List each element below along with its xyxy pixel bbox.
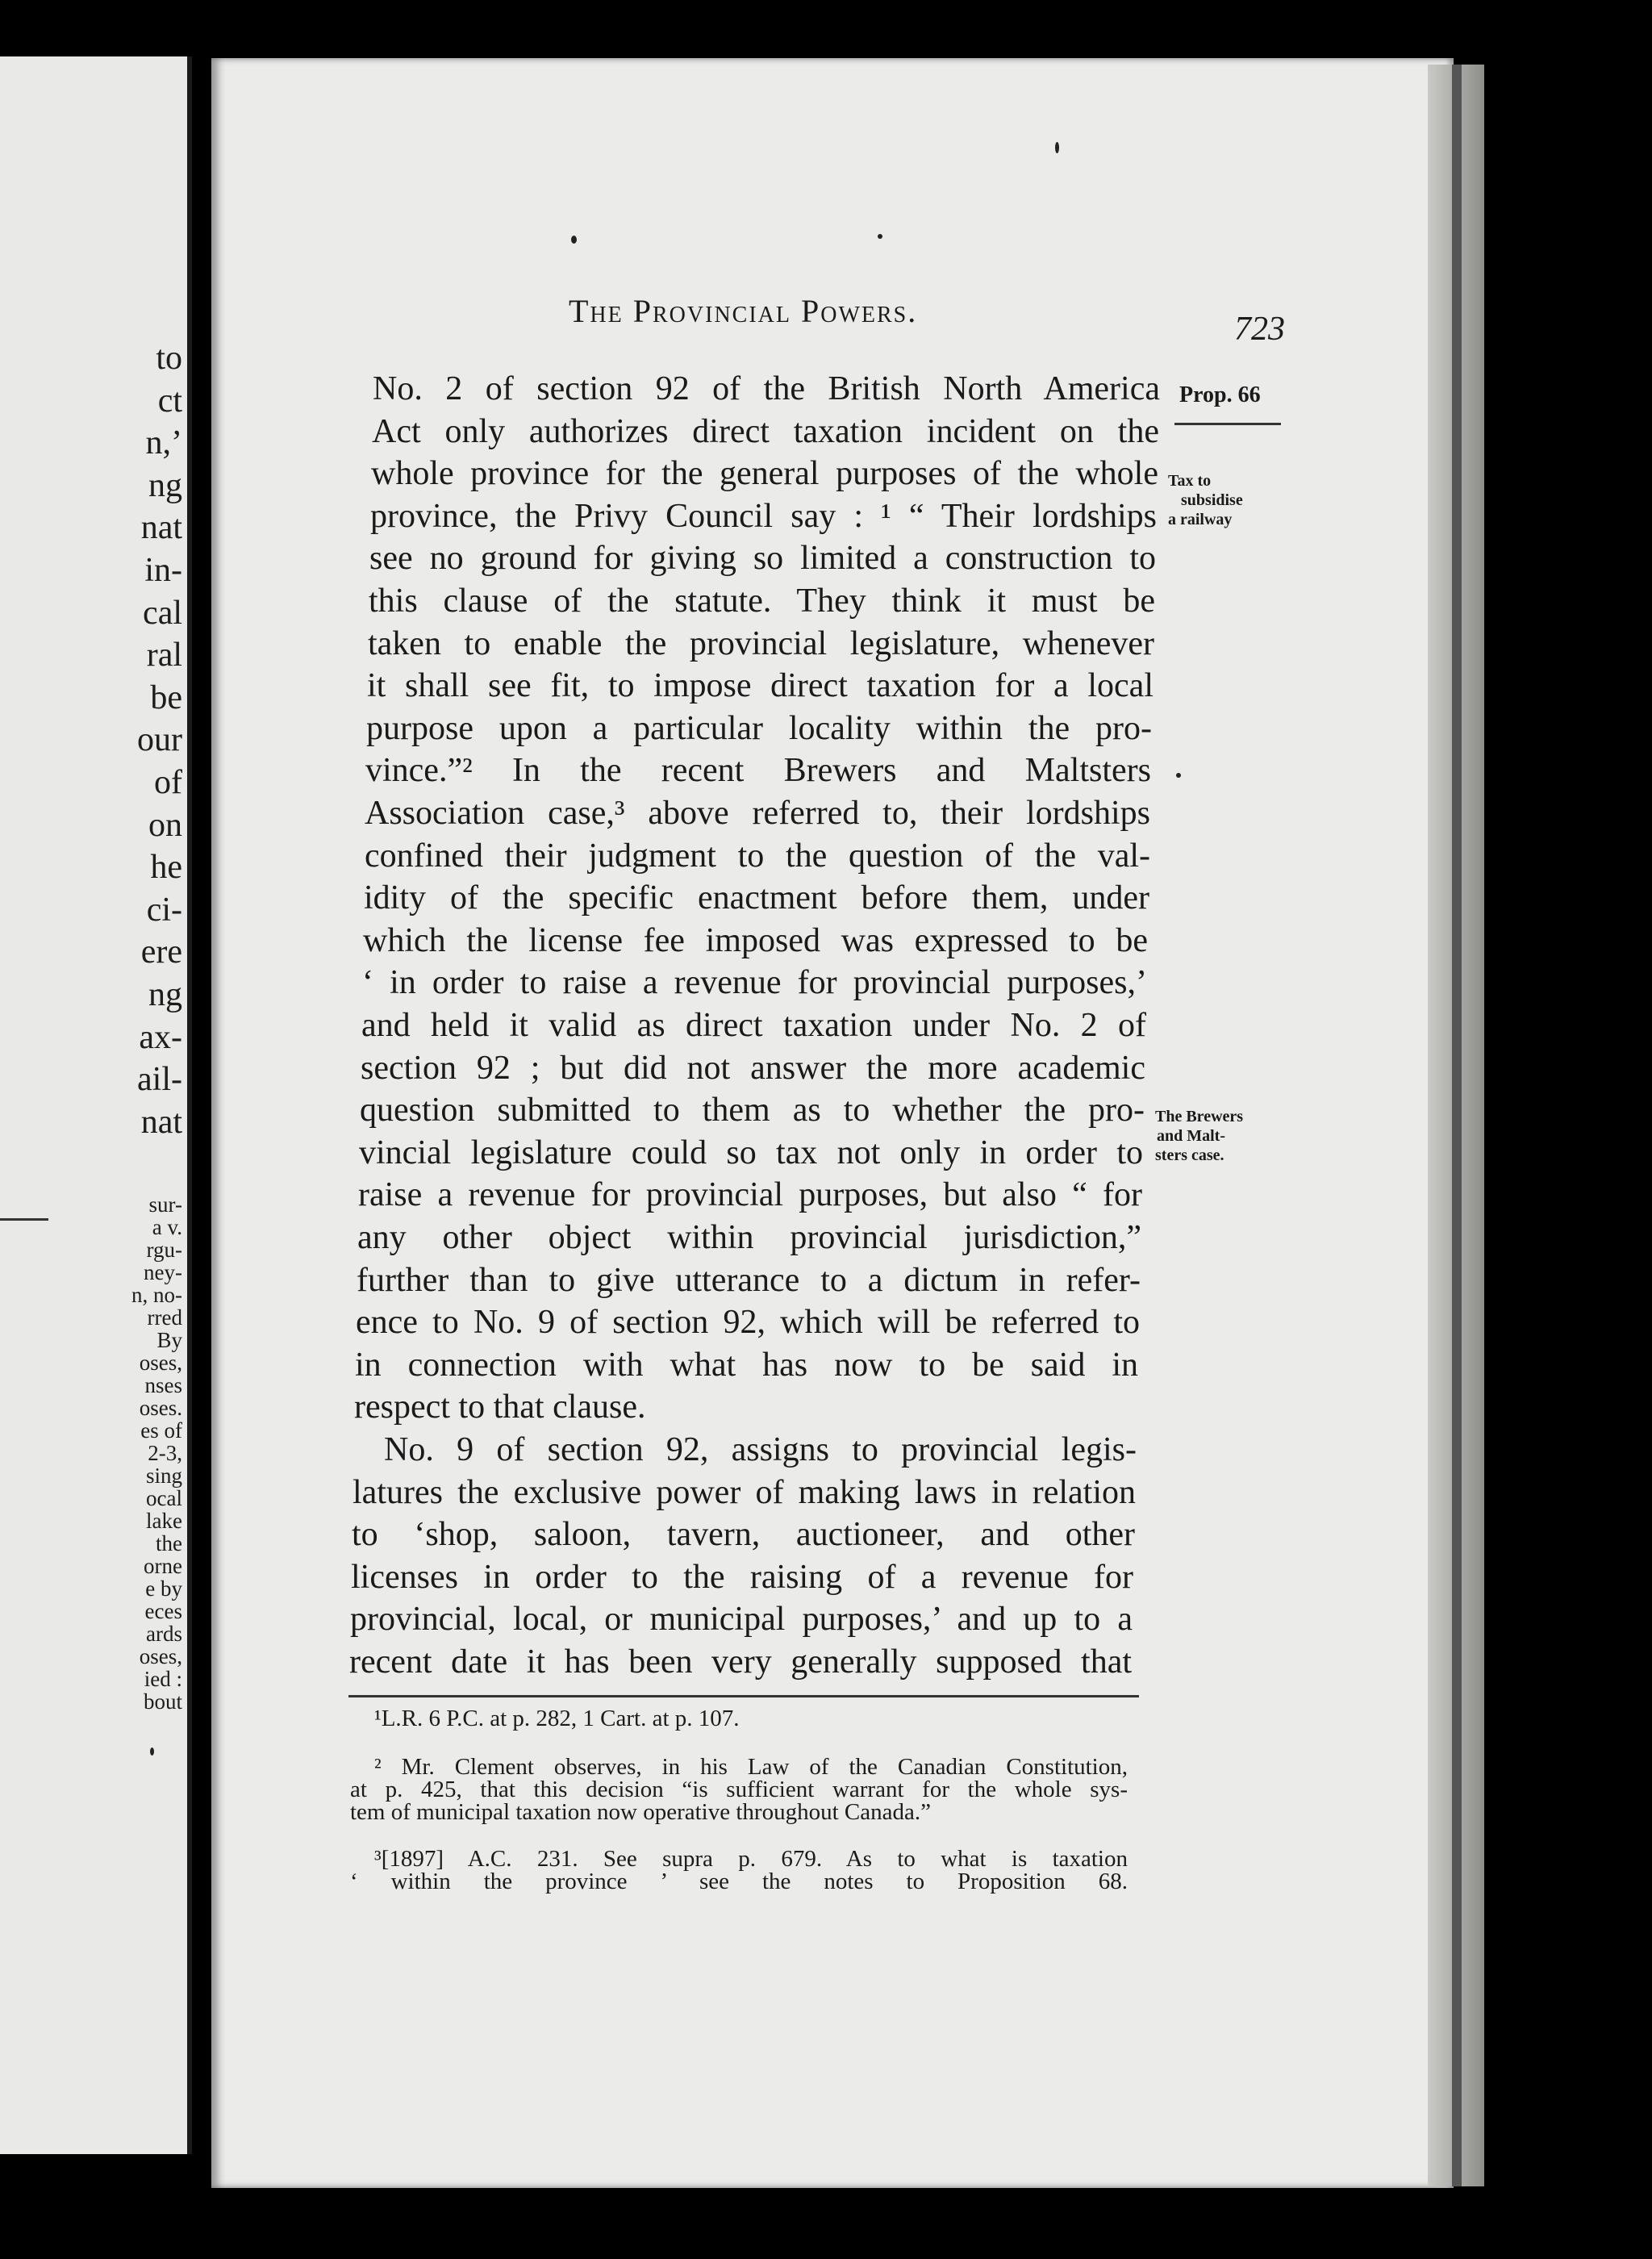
facing-page-footnote-line: lake bbox=[146, 1509, 182, 1533]
scan-speck bbox=[150, 1747, 154, 1756]
footnote-line: ² Mr. Clement observes, in his Law of the Canadian Constitution, bbox=[374, 1754, 1128, 1780]
footnote-line: ‘ within the province ’ see the notes to Proposition 68. bbox=[350, 1869, 1128, 1894]
margin-note-line: subsidise bbox=[1181, 491, 1243, 509]
body-line: see no ground for giving so limited a construction to bbox=[369, 540, 1156, 577]
facing-page-line: he bbox=[150, 849, 182, 886]
margin-note-line: sters case. bbox=[1155, 1146, 1224, 1164]
page-edge bbox=[1452, 65, 1462, 2186]
facing-page-footnote-line: es of bbox=[140, 1418, 182, 1443]
facing-page-line: ere bbox=[140, 933, 182, 971]
facing-page-line: to bbox=[156, 340, 182, 377]
margin-note-line: The Brewers bbox=[1155, 1108, 1244, 1125]
body-line: recent date it has been very generally supposed that bbox=[349, 1643, 1132, 1681]
facing-page-line: ct bbox=[157, 382, 182, 420]
facing-page-footnote-line: rred bbox=[147, 1305, 182, 1330]
facing-page-footnote-line: eces bbox=[144, 1599, 182, 1623]
body-line: this clause of the statute. They think it must be bbox=[369, 582, 1155, 620]
facing-page-line: ail- bbox=[137, 1061, 182, 1098]
body-line: idity of the specific enactment before them, under bbox=[364, 879, 1149, 917]
facing-page-footnote-line: nses bbox=[144, 1373, 182, 1397]
facing-page-line: in- bbox=[144, 552, 182, 589]
body-line: to ‘shop, saloon, tavern, auctioneer, and other bbox=[352, 1516, 1135, 1553]
facing-page-footnote-line: bout bbox=[143, 1689, 182, 1714]
body-line: respect to that clause. bbox=[354, 1388, 646, 1426]
body-line: No. 2 of section 92 of the British North America bbox=[373, 370, 1160, 407]
body-line: in connection with what has now to be said in bbox=[355, 1347, 1138, 1384]
facing-page-footnote-line: the bbox=[156, 1531, 182, 1555]
facing-page-footnote-line: ocal bbox=[146, 1486, 182, 1510]
scan-speck bbox=[1176, 773, 1181, 778]
body-line: No. 9 of section 92, assigns to provincial legis- bbox=[384, 1431, 1137, 1468]
facing-page-line: ng bbox=[148, 467, 182, 504]
facing-page-line: nat bbox=[140, 1104, 182, 1141]
body-line: taken to enable the provincial legislature, whenever bbox=[368, 625, 1154, 662]
facing-page-line: ral bbox=[146, 637, 182, 674]
body-line: vincial legislature could so tax not only in order to bbox=[359, 1134, 1143, 1171]
body-line: which the license fee imposed was expressed to be bbox=[363, 922, 1148, 959]
body-line: any other object within provincial jurisdiction,” bbox=[357, 1219, 1141, 1256]
facing-page-line: n,’ bbox=[145, 424, 182, 461]
facing-page-footnote-line: sing bbox=[145, 1464, 182, 1488]
facing-page-footnote-line: n, no- bbox=[131, 1283, 182, 1307]
footnote-rule bbox=[348, 1695, 1139, 1697]
facing-page-footnote-line: ards bbox=[146, 1622, 182, 1646]
margin-note-tax bbox=[1168, 471, 1243, 529]
footnote-line: ³[1897] A.C. 231. See supra p. 679. As to what is taxation bbox=[374, 1846, 1128, 1872]
facing-page-footnote-line: 2-3, bbox=[148, 1441, 182, 1465]
body-line: Association case,³ above referred to, their lordships bbox=[365, 795, 1150, 832]
facing-page-line: ng bbox=[148, 976, 182, 1013]
facing-page-footnote-line: oses. bbox=[139, 1396, 182, 1420]
margin-note-line: and Malt- bbox=[1157, 1127, 1225, 1145]
facing-page-footnote-line: e by bbox=[145, 1576, 182, 1601]
facing-page-line: ax- bbox=[139, 1019, 182, 1056]
facing-page-line: cal bbox=[143, 595, 182, 632]
footnote-line: ¹L.R. 6 P.C. at p. 282, 1 Cart. at p. 107. bbox=[374, 1706, 740, 1731]
body-line: ‘ in order to raise a revenue for provincial purposes,’ bbox=[362, 964, 1147, 1001]
facing-page-footnote-line: sur- bbox=[148, 1192, 182, 1217]
margin-note-brewers bbox=[1155, 1107, 1243, 1165]
body-line: question submitted to them as to whether the pro- bbox=[360, 1092, 1145, 1129]
margin-note-line: Tax to bbox=[1168, 472, 1212, 490]
facing-page-line: our bbox=[137, 721, 182, 758]
body-line: provincial, local, or municipal purposes,’ and up to a bbox=[350, 1601, 1133, 1638]
facing-page-footnote-line: oses, bbox=[139, 1644, 182, 1668]
running-head: The Provincial Powers. bbox=[569, 293, 918, 329]
facing-page-footnote-line: By bbox=[156, 1328, 182, 1352]
scan-speck bbox=[878, 234, 882, 239]
body-line: vince.”² In the recent Brewers and Maltsters bbox=[365, 752, 1151, 789]
facing-page-footnote-line: orne bbox=[144, 1554, 182, 1578]
facing-page bbox=[0, 56, 192, 2154]
body-line: section 92 ; but did not answer the more academic bbox=[361, 1050, 1145, 1087]
page-number: 723 bbox=[1234, 311, 1285, 348]
body-line: it shall see fit, to impose direct taxation for a local bbox=[367, 667, 1153, 704]
margin-note-proposition: Prop. 66 bbox=[1179, 382, 1261, 407]
facing-page-line: on bbox=[148, 807, 182, 844]
body-line: further than to give utterance to a dictum in refer- bbox=[357, 1262, 1141, 1299]
facing-page-line: nat bbox=[140, 509, 182, 546]
body-line: latures the exclusive power of making laws in relation bbox=[353, 1474, 1136, 1511]
scan-speck bbox=[571, 236, 577, 244]
body-line: Act only authorizes direct taxation incident on the bbox=[372, 413, 1159, 450]
facing-page-line: be bbox=[150, 679, 182, 716]
facing-page-line: ci- bbox=[146, 891, 182, 929]
body-line: purpose upon a particular locality within the pro- bbox=[366, 710, 1152, 747]
facing-page-footnote-rule bbox=[0, 1218, 48, 1221]
body-line: ence to No. 9 of section 92, which will be referred to bbox=[356, 1304, 1140, 1341]
margin-note-rule bbox=[1174, 423, 1281, 425]
body-line: raise a revenue for provincial purposes, but also “ for bbox=[358, 1176, 1142, 1213]
facing-page-footnote-line: rgu- bbox=[146, 1238, 182, 1262]
body-line: licenses in order to the raising of a revenue for bbox=[351, 1559, 1133, 1596]
footnote-line: tem of municipal taxation now operative throughout Canada.” bbox=[350, 1799, 931, 1825]
facing-page-footnote-line: ied : bbox=[144, 1667, 182, 1691]
margin-note-line: a railway bbox=[1168, 511, 1233, 528]
facing-page-footnote-line: oses, bbox=[139, 1351, 182, 1375]
body-line: whole province for the general purposes of the whole bbox=[371, 455, 1158, 492]
body-line: and held it valid as direct taxation under No. 2 of bbox=[361, 1007, 1146, 1044]
facing-page-footnote-line: ney- bbox=[144, 1260, 182, 1284]
scan-speck bbox=[1055, 142, 1059, 153]
body-line: confined their judgment to the question of the val- bbox=[365, 837, 1150, 875]
facing-page-line: of bbox=[154, 764, 182, 801]
facing-page-footnote-line: a v. bbox=[152, 1215, 182, 1239]
body-line: province, the Privy Council say : ¹ “ Their lordships bbox=[370, 498, 1157, 535]
footnote-line: at p. 425, that this decision “is sufficient warrant for the whole sys- bbox=[350, 1777, 1128, 1802]
